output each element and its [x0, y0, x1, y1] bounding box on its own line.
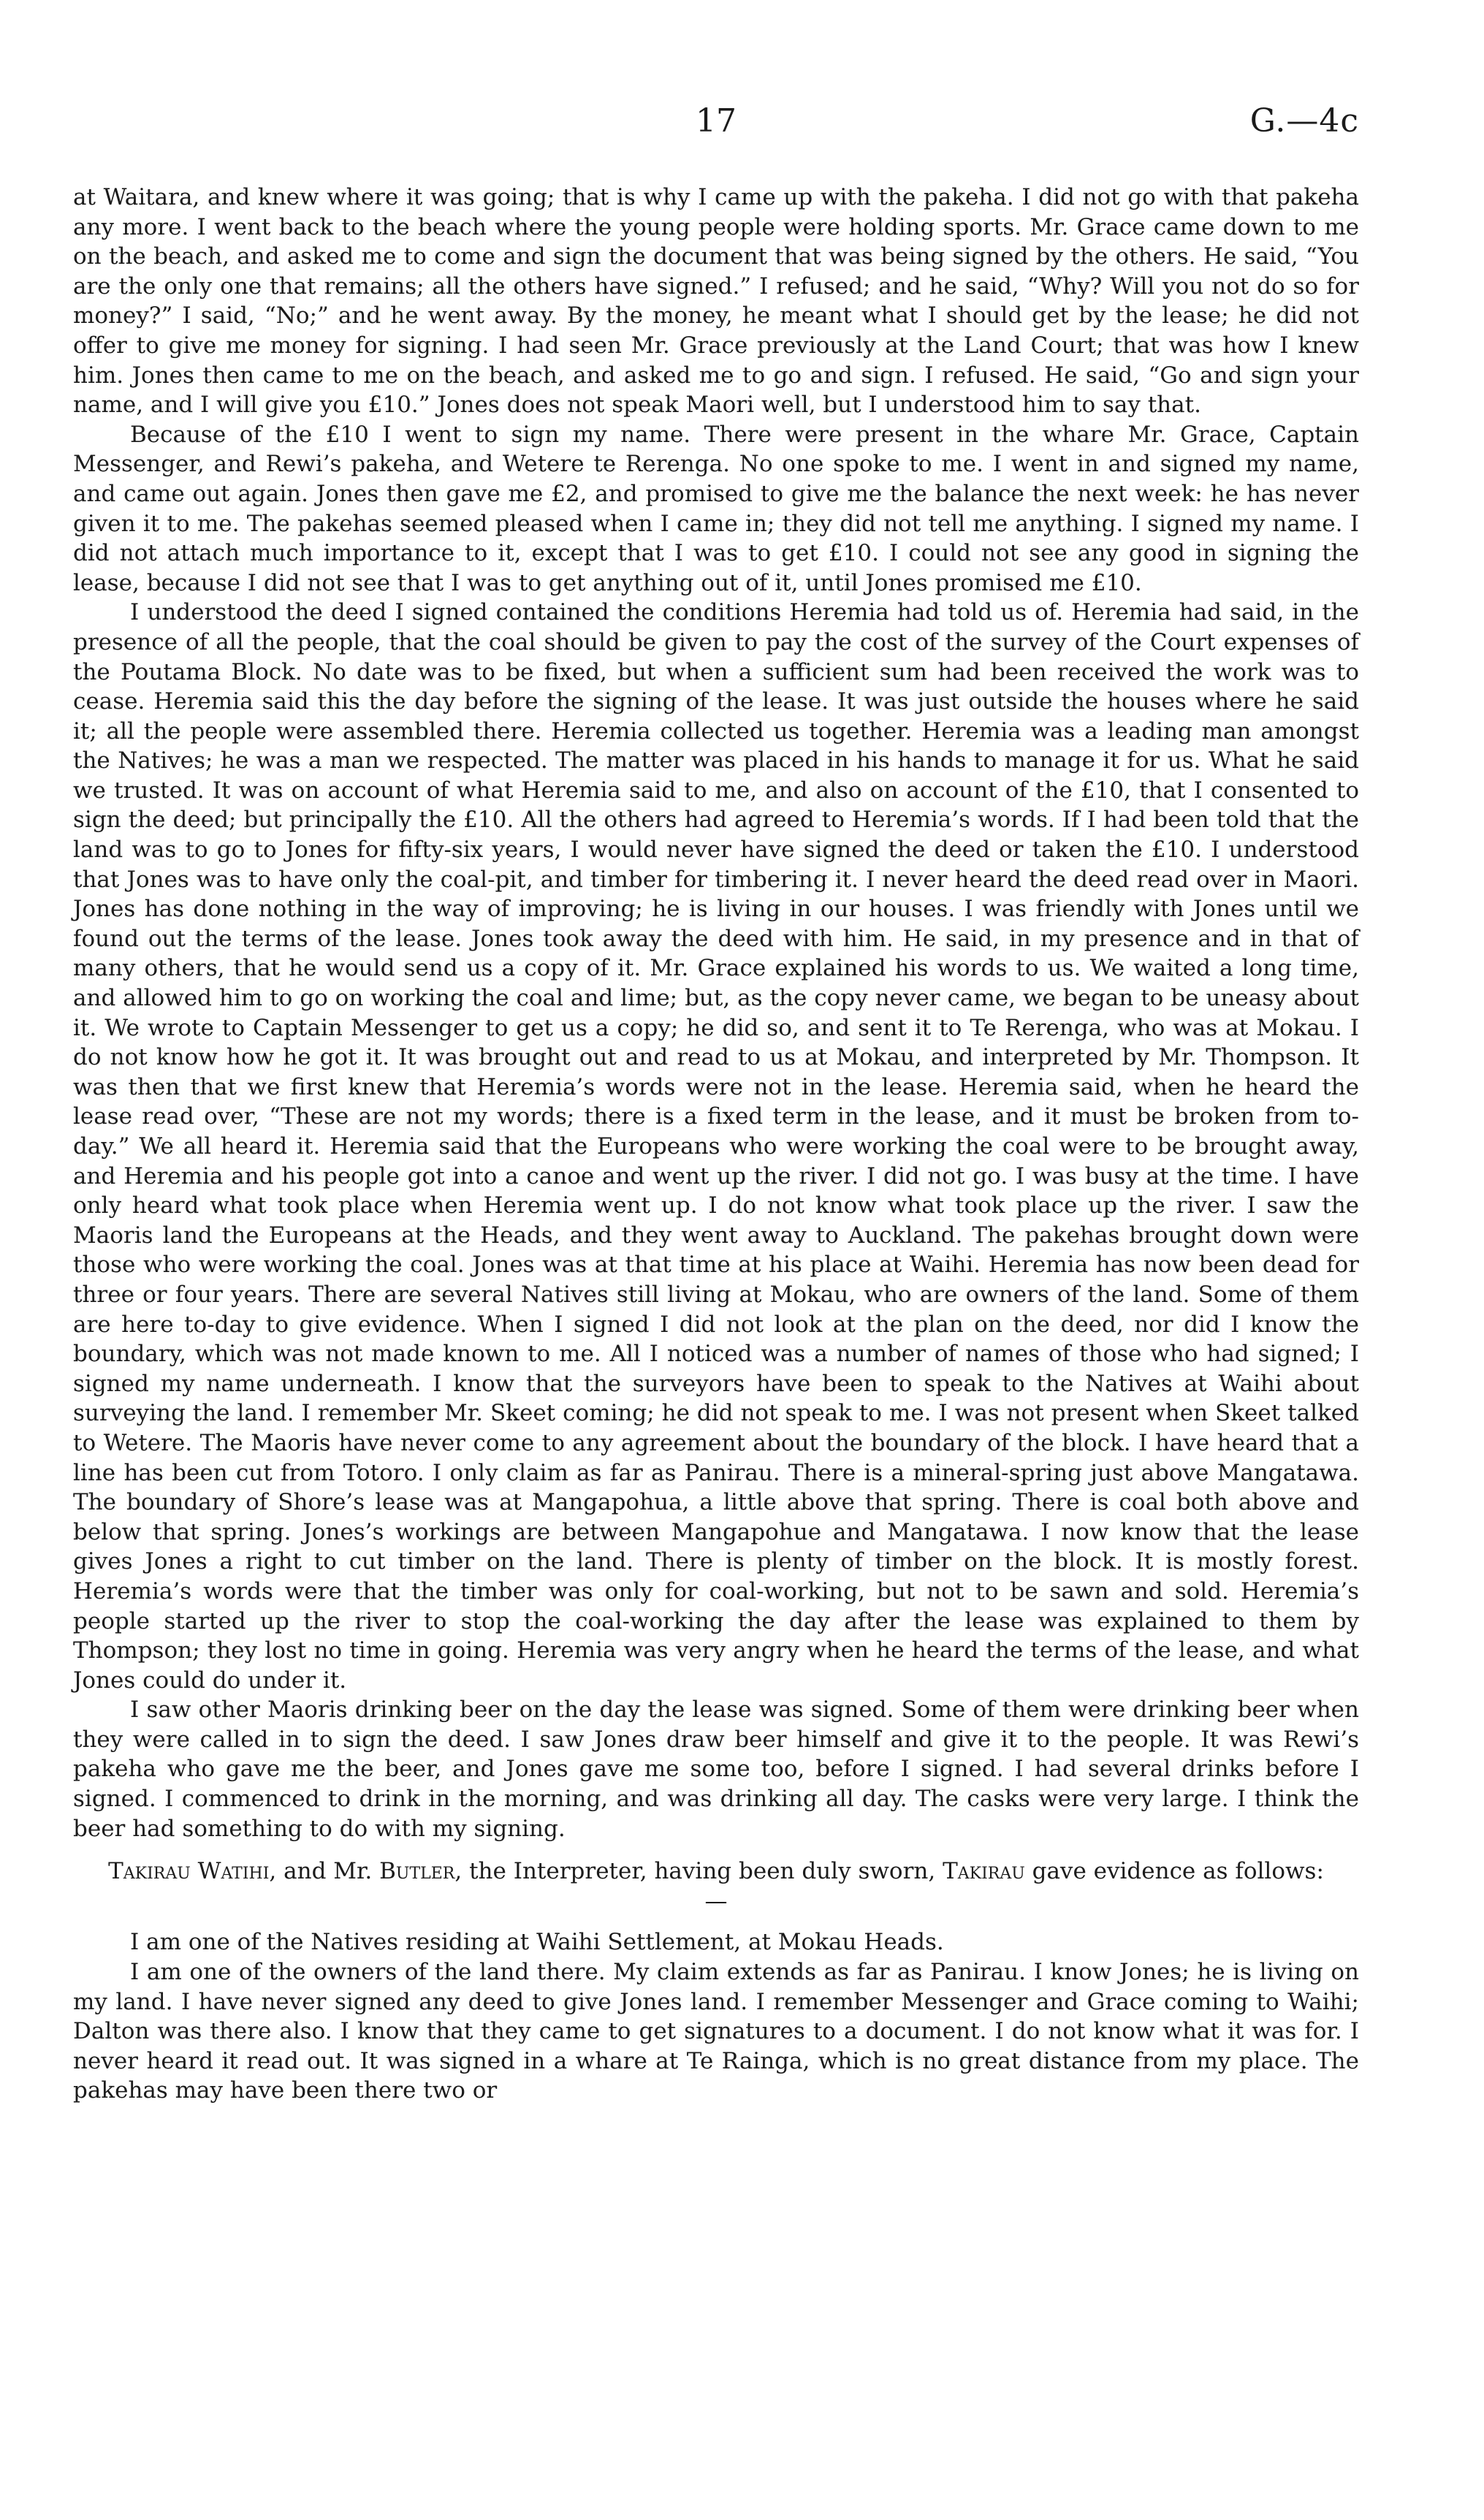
- paragraph: Because of the £10 I went to sign my name. There were present in the whare Mr. Grace, Captain Messenger, and Rewi’s pakeha, and Wetere te Rerenga. No one spoke to me. I went in and signed my name, and came out again. Jones then gave me £2, and promised to give me the balance the next week: he has never given it to me. The pakehas seemed pleased when I came in; they did not tell me anything. I signed my name. I did not attach much importance to it, except that I was to get £10. I could not see any good in signing the lease, because I did not see that I was to get anything out of it, until Jones promised me £10.: [73, 421, 1359, 596]
- heading-middle: , the Interpreter, having been duly sworn,: [454, 1858, 943, 1885]
- sworn-witness-heading: [73, 1857, 1359, 1916]
- page-number: 17: [696, 102, 737, 140]
- heading-ending: gave evidence as follows:—: [704, 1858, 1324, 1914]
- witness-name: Takirau Watihi: [108, 1858, 270, 1885]
- interpreter-name: Butler: [379, 1858, 455, 1885]
- heading-connector: , and Mr.: [269, 1858, 380, 1885]
- document-reference: G.—4c: [1249, 102, 1359, 140]
- body-text: [73, 183, 1359, 2106]
- witness-name-short: Takirau: [943, 1858, 1025, 1885]
- paragraph: I saw other Maoris drinking beer on the day the lease was signed. Some of them were drinking beer when they were called in to sign the deed. I saw Jones draw beer himself and give it to the people. It was Rewi’s pakeha who gave me the beer, and Jones gave me some too, before I signed. I had several drinks before I signed. I commenced to drink in the morning, and was drinking all day. The casks were very large. I think the beer had something to do with my signing.: [73, 1697, 1359, 1842]
- evidence-paragraph: I am one of the owners of the land there. My claim extends as far as Panirau. I know Jones; he is living on my land. I have never signed any deed to give Jones land. I remember Messenger and Grace coming to Waihi; Dalton was there also. I know that they came to get signatures to a document. I do not know what it was for. I never heard it read out. It was signed in a whare at Te Rainga, which is no great distance from my place. The pakehas may have been there two or: [73, 1959, 1359, 2104]
- paragraph: I understood the deed I signed contained the conditions Heremia had told us of. Heremia had said, in the presence of all the people, that the coal should be given to pay the cost of the survey of the Court expenses of the Poutama Block. No date was to be fixed, but when a sufficient sum had been received the work was to cease. Heremia said this the day before the signing of the lease. It was just outside the houses where he said it; all the people were assembled there. Heremia collected us together. Heremia was a leading man amongst the Natives; he was a man we respected. The matter was placed in his hands to manage it for us. What he said we trusted. It was on account of what Heremia said to me, and also on account of the £10, that I consented to sign the deed; but principally the £10. All the others had agreed to Heremia’s words. If I had been told that the land was to go to Jones for fifty-six years, I would never have signed the deed or taken the £10. I understood that Jones was to have only the coal-pit, and timber for timbering it. I never heard the deed read over in Maori. Jones has done nothing in the way of improving; he is living in our houses. I was friendly with Jones until we found out the terms of the lease. Jones took away the deed with him. He said, in my presence and in that of many others, that he would send us a copy of it. Mr. Grace explained his words to us. We waited a long time, and allowed him to go on working the coal and lime; but, as the copy never came, we began to be uneasy about it. We wrote to Captain Messenger to get us a copy; he did so, and sent it to Te Rerenga, who was at Mokau. I do not know how he got it. It was brought out and read to us at Mokau, and interpreted by Mr. Thompson. It was then that we first knew that Heremia’s words were not in the lease. Heremia said, when he heard the lease read over, “These are not my words; there is a fixed term in the lease, and it must be broken from to-day.” We all heard it. Heremia said that the Europeans who were working the coal were to be brought away, and Heremia and his people got into a canoe and went up the river. I did not go. I was busy at the time. I have only heard what took place when Heremia went up. I do not know what took place up the river. I saw the Maoris land the Europeans at the Heads, and they went away to Auckland. The pakehas brought down were those who were working the coal. Jones was at that time at his place at Waihi. Heremia has now been dead for three or four years. There are several Natives still living at Mokau, who are owners of the land. Some of them are here to-day to give evidence. When I signed I did not look at the plan on the deed, nor did I know the boundary, which was not made known to me. All I noticed was a number of names of those who had signed; I signed my name underneath. I know that the surveyors have been to speak to the Natives at Waihi about surveying the land. I remember Mr. Skeet coming; he did not speak to me. I was not present when Skeet talked to Wetere. The Maoris have never come to any agreement about the boundary of the block. I have heard that a line has been cut from Totoro. I only claim as far as Panirau. There is a mineral-spring just above Mangatawa. The boundary of Shore’s lease was at Mangapohua, a little above that spring. There is coal both above and below that spring. Jones’s workings are between Mangapohue and Mangatawa. I now know that the lease gives Jones a right to cut timber on the land. There is plenty of timber on the block. It is mostly forest. Heremia’s words were that the timber was only for coal-working, but not to be sawn and sold. Heremia’s people started up the river to stop the coal-working the day after the lease was explained to them by Thompson; they lost no time in going. Heremia was very angry when he heard the terms of the lease, and what Jones could do under it.: [73, 599, 1359, 1694]
- paragraph-continuation: at Waitara, and knew where it was going; that is why I came up with the pakeha. I did not go with that pakeha any more. I went back to the beach where the young people were holding sports. Mr. Grace came down to me on the beach, and asked me to come and sign the document that was being signed by the others. He said, “You are the only one that remains; all the others have signed.” I refused; and he said, “Why? Will you not do so for money?” I said, “No;” and he went away. By the money, he meant what I should get by the lease; he did not offer to give me money for signing. I had seen Mr. Grace previously at the Land Court; that was how I knew him. Jones then came to me on the beach, and asked me to go and sign. I refused. He said, “Go and sign your name, and I will give you £10.” Jones does not speak Maori well, but I understood him to say that.: [73, 184, 1359, 419]
- page-header: [73, 102, 1359, 153]
- evidence-paragraph: I am one of the Natives residing at Waihi Settlement, at Mokau Heads.: [130, 1929, 944, 1956]
